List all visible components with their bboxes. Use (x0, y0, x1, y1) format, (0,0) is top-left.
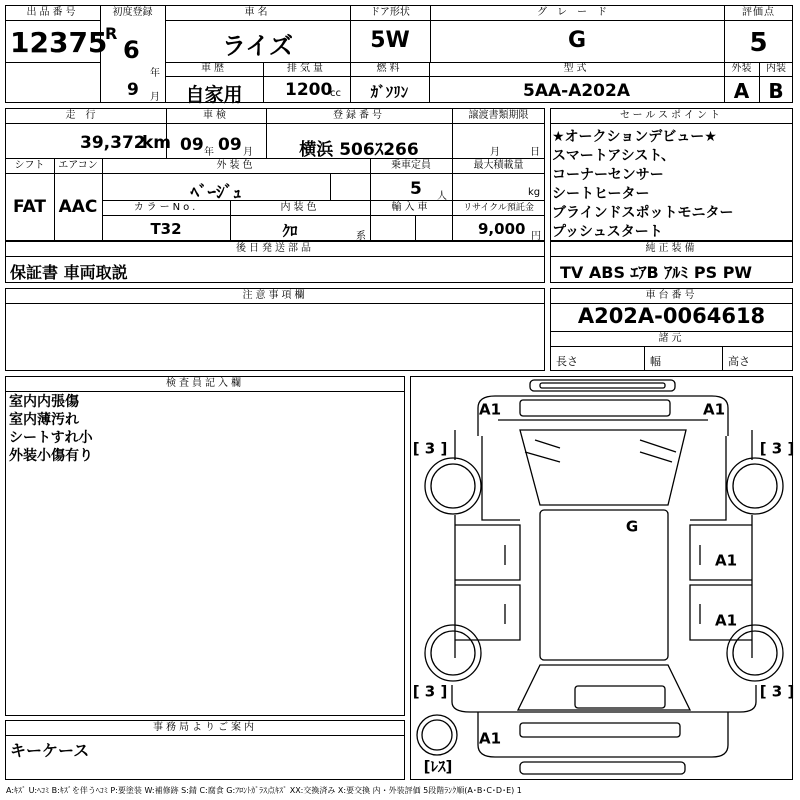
sales-point-item: プッシュスタート (552, 224, 663, 240)
chassis-label: 車台番号 (645, 290, 698, 301)
height-label: 高さ (728, 355, 750, 368)
spare-wheel (417, 715, 457, 755)
year-unit: 年 (150, 68, 160, 79)
exterior: A (733, 79, 750, 103)
inspector-note: 外装小傷有り (9, 448, 93, 464)
sales-point-item: ★オークションデビュー★ (552, 129, 717, 145)
int-color-label: 内装色 (280, 202, 320, 213)
grade: G (567, 28, 587, 53)
interior: B (768, 79, 784, 103)
notes-label: 注意事項欄 (242, 290, 308, 301)
color-no-label: カラーNo. (133, 202, 199, 213)
front-bumper (530, 380, 675, 391)
ac: AAC (58, 197, 98, 217)
door-label: ドア形状 (370, 7, 410, 18)
month-unit: 月 (150, 92, 160, 103)
interior-label: 内装 (766, 63, 786, 74)
equipment-label: 純正装備 (645, 243, 698, 254)
front-left-door (455, 525, 520, 580)
rear-left-door (455, 585, 520, 640)
model: 5AA-A202A (523, 81, 630, 101)
car-name-label: 車名 (244, 7, 271, 18)
damage-mark: [ 3 ] (759, 439, 795, 458)
damage-mark: A1 (714, 611, 738, 630)
int-color-unit: 系 (356, 231, 366, 242)
mileage-label: 走行 (65, 110, 106, 121)
capacity-unit: 人 (437, 191, 447, 202)
width-label: 幅 (650, 355, 661, 368)
inspection-year: 09 (180, 135, 204, 155)
damage-mark: A1 (478, 400, 502, 419)
score-label: 評価点 (742, 7, 775, 18)
recycle-unit: 円 (531, 231, 541, 242)
grade-label: グレード (537, 7, 617, 18)
rear-left-wheel (425, 625, 481, 681)
sales-points-label: セールスポイント (619, 110, 724, 121)
rear-bumper (520, 762, 685, 774)
inspection-month-unit: 月 (243, 147, 253, 158)
lot-no-label: 出品番号 (26, 7, 79, 18)
plate: 横浜 506ｽ266 (299, 140, 419, 160)
recycle-label: リサイクル預託金 (463, 203, 534, 213)
length-label: 長さ (556, 355, 578, 368)
inspector-note: 室内薄汚れ (9, 412, 79, 428)
load-unit: kg (528, 187, 541, 198)
sales-point-item: ブラインドスポットモニター (552, 205, 734, 221)
later-parts-label: 後日発送部品 (236, 243, 314, 254)
first-reg-year: 6 (123, 36, 140, 64)
damage-mark: G (625, 517, 639, 536)
capacity-label: 乗車定員 (391, 160, 431, 171)
sales-point-item: シートヒーター (552, 186, 650, 202)
office-value: キーケース (10, 741, 90, 760)
capacity: 5 (410, 179, 422, 199)
load-label: 最大積載量 (473, 160, 524, 171)
damage-mark: [ 3 ] (759, 682, 795, 701)
equipment-value: TV ABS ｴｱB ｱﾙﾐ PS PW (560, 263, 753, 282)
ext-color: ﾍﾞｰｼﾞｭ (190, 183, 242, 203)
sales-point-item: スマートアシスト、 (552, 148, 676, 164)
inspector-label: 検査員記入欄 (166, 378, 244, 389)
inspection-year-unit: 年 (204, 147, 214, 158)
inspector-note: シートすれ小 (9, 430, 93, 446)
front-right-wheel (727, 458, 783, 514)
later-parts-value: 保証書 車両取説 (10, 263, 128, 282)
first-reg-label: 初度登録 (112, 7, 153, 18)
history: 自家用 (185, 84, 243, 106)
mileage-unit: km (142, 133, 172, 153)
roof (540, 510, 668, 660)
displacement-label: 排気量 (287, 63, 326, 74)
transfer-label: 譲渡書類期限 (468, 110, 529, 121)
lot-no: 12375 (10, 26, 108, 59)
damage-mark: A1 (478, 729, 502, 748)
color-no: T32 (150, 220, 182, 238)
first-reg-month: 9 (127, 80, 139, 100)
damage-mark: [ 3 ] (412, 439, 448, 458)
import-label: 輸入車 (391, 202, 431, 213)
shift: FAT (12, 197, 47, 217)
rear-right-wheel (727, 625, 783, 681)
dims-label: 諸元 (658, 333, 685, 344)
displacement: 1200 (285, 80, 333, 100)
displacement-unit: cc (330, 88, 341, 99)
inspection-label: 車検 (203, 110, 229, 121)
inspection-month: 09 (218, 135, 242, 155)
door: 5W (370, 28, 410, 53)
fuel: ｶﾞｿﾘﾝ (370, 83, 409, 101)
shift-label: シフト (14, 160, 45, 171)
transfer-month-unit: 月 (490, 147, 500, 158)
fuel-label: 燃料 (376, 63, 403, 74)
plate-label: 登録番号 (333, 110, 385, 121)
car-name: ライズ (221, 32, 294, 60)
damage-mark: A1 (714, 551, 738, 570)
mileage: 39,372 (80, 133, 146, 153)
era: R (105, 24, 118, 43)
inspector-note: 室内内張傷 (9, 394, 79, 410)
score: 5 (749, 28, 768, 58)
ac-label: エアコン (58, 160, 98, 171)
windshield (520, 430, 686, 505)
damage-legend: A:ｷｽﾞ U:ﾍｺﾐ B:ｷｽﾞを伴うﾍｺﾐ P:要塗装 W:補修跡 S:錆 C:腐食 G:ﾌﾛﾝﾄｶﾞﾗｽ点ｷｽﾞ XX:交換済み X:要交換 内・外装評価 5段階ﾗﾝｸ順(A･B･C･D･E) 1 (6, 786, 522, 795)
damage-mark: [ﾚｽ] (423, 757, 453, 776)
front-left-wheel (425, 458, 481, 514)
transfer-day-unit: 日 (530, 147, 540, 158)
history-label: 車歴 (201, 63, 227, 74)
ext-color-label: 外装色 (216, 160, 256, 171)
damage-mark: A1 (702, 400, 726, 419)
sales-point-item: コーナーセンサー (552, 167, 664, 183)
int-color: ｸﾛ (282, 222, 298, 240)
recycle: 9,000 (478, 220, 526, 238)
chassis-number: A202A-0064618 (577, 304, 766, 328)
back-door (478, 712, 728, 757)
office-label: 事務局よりご案内 (153, 722, 257, 733)
model-label: 型式 (563, 63, 590, 74)
exterior-label: 外装 (731, 63, 752, 74)
damage-mark: [ 3 ] (412, 682, 448, 701)
